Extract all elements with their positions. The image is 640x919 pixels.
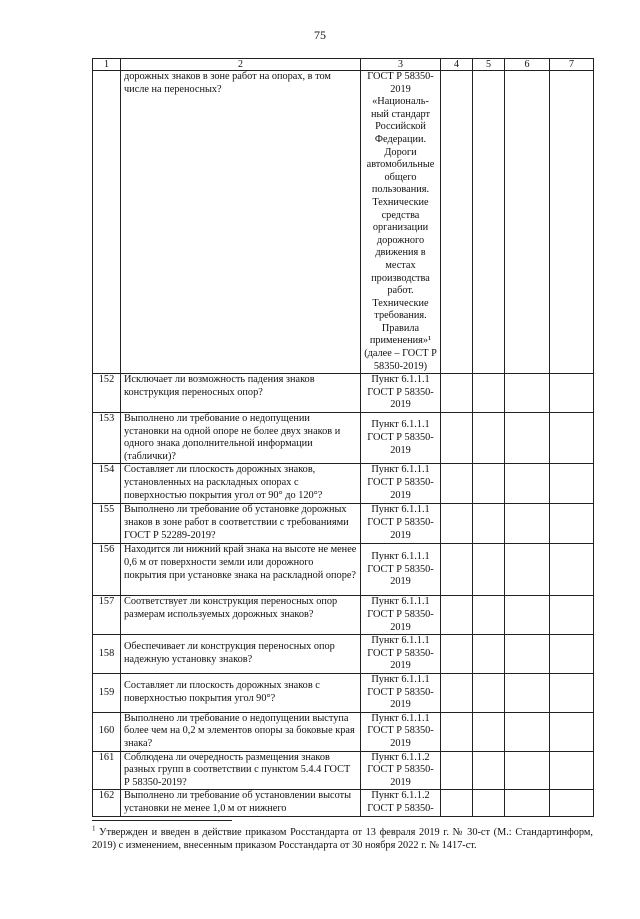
- cell-col7[interactable]: [550, 413, 594, 464]
- cell-col5[interactable]: [473, 673, 505, 712]
- col-header-2: 2: [121, 59, 361, 71]
- cell-col6[interactable]: [505, 71, 550, 374]
- table-row: [93, 673, 594, 712]
- row-number: 153: [93, 413, 121, 464]
- header-row: [93, 59, 594, 71]
- cell-col4[interactable]: [441, 673, 473, 712]
- row-question: Выполнено ли требование о недопущении выступа более чем на 0,2 м элементов опоры за боковые края знака?: [121, 712, 361, 751]
- cell-col6[interactable]: [505, 751, 550, 790]
- row-question: Исключает ли возможность падения знаков конструкция переносных опор?: [121, 374, 361, 413]
- col-header-4: 4: [441, 59, 473, 71]
- row-question: Соответствует ли конструкция переносных опор размерам используемых дорожных знаков?: [121, 596, 361, 635]
- row-question: Составляет ли плоскость дорожных знаков с поверхностью покрытия угол 90°?: [121, 673, 361, 712]
- cell-col7[interactable]: [550, 596, 594, 635]
- cell-col7[interactable]: [550, 635, 594, 674]
- cell-col6[interactable]: [505, 544, 550, 596]
- cell-col7[interactable]: [550, 374, 594, 413]
- table-row: [93, 751, 594, 790]
- cell-col6[interactable]: [505, 596, 550, 635]
- row-number: 152: [93, 374, 121, 413]
- row-reference: Пункт 6.1.1.1 ГОСТ Р 58350-2019: [361, 504, 441, 544]
- row-question: Выполнено ли требование о недопущении установки на одной опоре не более двух знаков и одного знака дополнительной информации (таблички)?: [121, 413, 361, 464]
- table-row: [93, 635, 594, 674]
- footnote-separator: [92, 820, 232, 821]
- footnote-text: Утвержден и введен в действие приказом Росстандарта от 13 февраля 2019 г. № 30-ст (М.: Стандартинформ, 2019) с изменением, внесенным приказом Росстандарта от 30 ноября 2022 г. № 1417-ст.: [92, 827, 594, 851]
- table-row: [93, 71, 594, 374]
- table-row: [93, 413, 594, 464]
- cell-col5[interactable]: [473, 504, 505, 544]
- row-number: 158: [93, 635, 121, 674]
- table-row: [93, 504, 594, 544]
- cell-col5[interactable]: [473, 635, 505, 674]
- cell-col4[interactable]: [441, 413, 473, 464]
- table-row: [93, 464, 594, 504]
- row-number: 154: [93, 464, 121, 504]
- row-reference: Пункт 6.1.1.1 ГОСТ Р 58350-2019: [361, 596, 441, 635]
- row-reference: Пункт 6.1.1.1 ГОСТ Р 58350-2019: [361, 464, 441, 504]
- cell-col7[interactable]: [550, 712, 594, 751]
- page-number: 75: [314, 28, 326, 42]
- row-question: Обеспечивает ли конструкция переносных опор надежную установку знаков?: [121, 635, 361, 674]
- row-question: Соблюдена ли очередность размещения знаков разных групп в соответствии с пунктом 5.4.4 ГОСТ Р 58350-2019?: [121, 751, 361, 790]
- cell-col7[interactable]: [550, 464, 594, 504]
- cell-col4[interactable]: [441, 596, 473, 635]
- row-number: [93, 71, 121, 374]
- cell-col7[interactable]: [550, 751, 594, 790]
- row-question: Выполнено ли требование об установлении высоты установки не менее 1,0 м от нижнего: [121, 790, 361, 816]
- row-number: 162: [93, 790, 121, 816]
- row-number: 157: [93, 596, 121, 635]
- cell-col6[interactable]: [505, 712, 550, 751]
- cell-col5[interactable]: [473, 374, 505, 413]
- cell-col5[interactable]: [473, 464, 505, 504]
- row-number: 160: [93, 712, 121, 751]
- row-reference: ГОСТ Р 58350-2019 «Националь-ный стандарт Российской Федерации. Дороги автомобильные общего пользования. Технические средства организации дорожного движения в местах производства работ. Технические требования. Правила применения»¹ (далее – ГОСТ Р 58350-2019): [361, 71, 441, 374]
- cell-col4[interactable]: [441, 374, 473, 413]
- cell-col7[interactable]: [550, 790, 594, 816]
- cell-col7[interactable]: [550, 544, 594, 596]
- cell-col5[interactable]: [473, 712, 505, 751]
- checklist-table: [92, 58, 594, 817]
- cell-col6[interactable]: [505, 790, 550, 816]
- table-row: [93, 544, 594, 596]
- cell-col4[interactable]: [441, 635, 473, 674]
- row-number: 159: [93, 673, 121, 712]
- col-header-5: 5: [473, 59, 505, 71]
- row-reference: Пункт 6.1.1.1 ГОСТ Р 58350-2019: [361, 635, 441, 674]
- row-question: дорожных знаков в зоне работ на опорах, в том числе на переносных?: [121, 71, 361, 374]
- cell-col6[interactable]: [505, 504, 550, 544]
- row-reference: Пункт 6.1.1.2 ГОСТ Р 58350-2019: [361, 751, 441, 790]
- cell-col6[interactable]: [505, 673, 550, 712]
- col-header-1: 1: [93, 59, 121, 71]
- row-reference: Пункт 6.1.1.1 ГОСТ Р 58350-2019: [361, 544, 441, 596]
- cell-col4[interactable]: [441, 790, 473, 816]
- row-reference: Пункт 6.1.1.1 ГОСТ Р 58350-2019: [361, 673, 441, 712]
- row-reference: Пункт 6.1.1.2 ГОСТ Р 58350-: [361, 790, 441, 816]
- cell-col6[interactable]: [505, 635, 550, 674]
- cell-col6[interactable]: [505, 464, 550, 504]
- row-question: Составляет ли плоскость дорожных знаков, установленных на раскладных опорах с поверхностью покрытия угол от 90° до 120°?: [121, 464, 361, 504]
- table-row: [93, 374, 594, 413]
- col-header-6: 6: [505, 59, 550, 71]
- row-question: Находится ли нижний край знака на высоте не менее 0,6 м от поверхности земли или дорожного покрытия при установке знака на раскладной опоре?: [121, 544, 361, 596]
- cell-col5[interactable]: [473, 71, 505, 374]
- cell-col5[interactable]: [473, 413, 505, 464]
- table-row: [93, 712, 594, 751]
- cell-col7[interactable]: [550, 673, 594, 712]
- table-row: [93, 596, 594, 635]
- table-row: [93, 790, 594, 816]
- cell-col5[interactable]: [473, 544, 505, 596]
- cell-col4[interactable]: [441, 544, 473, 596]
- footnote: [92, 826, 593, 852]
- cell-col5[interactable]: [473, 790, 505, 816]
- cell-col4[interactable]: [441, 71, 473, 374]
- col-header-7: 7: [550, 59, 594, 71]
- cell-col5[interactable]: [473, 751, 505, 790]
- col-header-3: 3: [361, 59, 441, 71]
- cell-col4[interactable]: [441, 464, 473, 504]
- row-reference: Пункт 6.1.1.1 ГОСТ Р 58350-2019: [361, 712, 441, 751]
- row-reference: Пункт 6.1.1.1 ГОСТ Р 58350-2019: [361, 413, 441, 464]
- row-question: Выполнено ли требование об установке дорожных знаков в зоне работ в соответствии с требованиями ГОСТ Р 52289-2019?: [121, 504, 361, 544]
- footnote-marker: 1: [92, 824, 96, 833]
- cell-col7[interactable]: [550, 504, 594, 544]
- cell-col6[interactable]: [505, 413, 550, 464]
- cell-col6[interactable]: [505, 374, 550, 413]
- row-number: 156: [93, 544, 121, 596]
- row-reference: Пункт 6.1.1.1 ГОСТ Р 58350-2019: [361, 374, 441, 413]
- cell-col5[interactable]: [473, 596, 505, 635]
- row-number: 155: [93, 504, 121, 544]
- row-number: 161: [93, 751, 121, 790]
- cell-col4[interactable]: [441, 751, 473, 790]
- cell-col4[interactable]: [441, 504, 473, 544]
- cell-col4[interactable]: [441, 712, 473, 751]
- cell-col7[interactable]: [550, 71, 594, 374]
